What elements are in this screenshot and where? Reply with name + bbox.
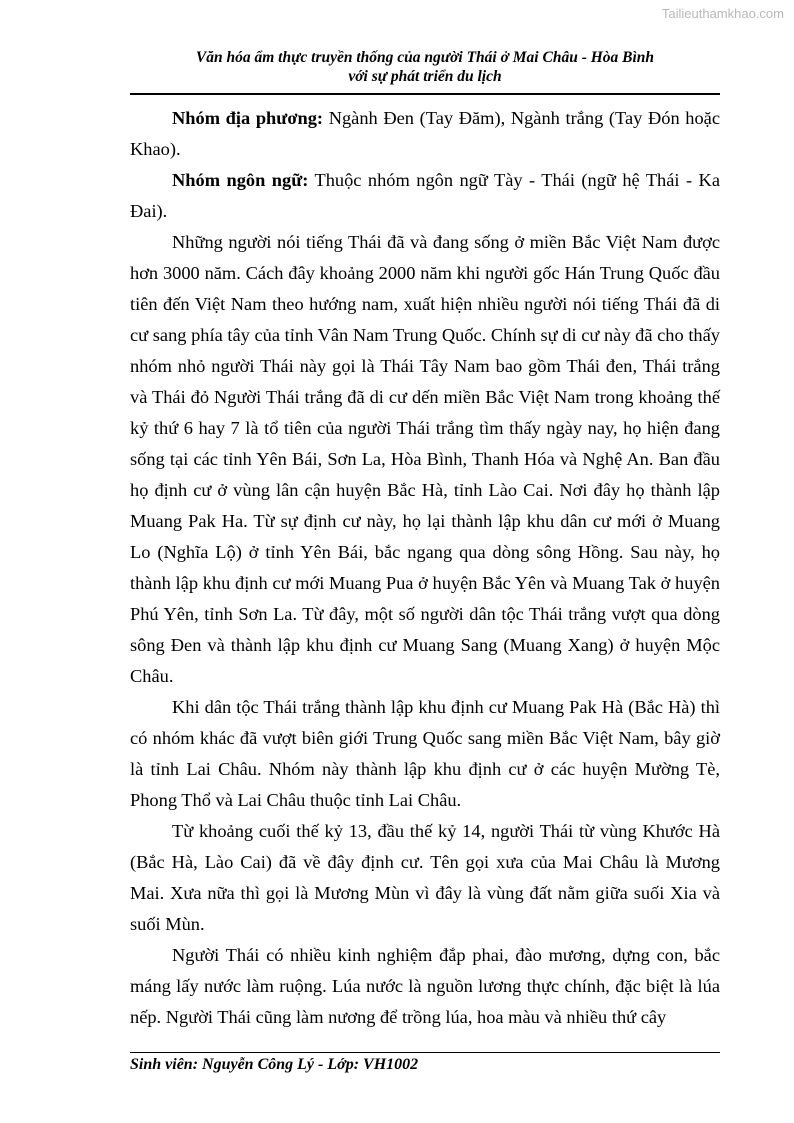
paragraph-agriculture: Người Thái có nhiều kinh nghiệm đắp phai, đào mương, dựng con, bắc máng lấy nước làm ruộng. Lúa nước là nguồn lương thực chính, đặc biệt là lúa nếp. Người Thái cũng làm nương để trồng lúa, hoa màu và nhiều thứ cây bbox=[130, 945, 720, 1027]
paragraph-migration-history: Những người nói tiếng Thái đã và đang sống ở miền Bắc Việt Nam được hơn 3000 năm. Cách đây khoảng 2000 năm khi người gốc Hán Trung Quốc đầu tiên đến Việt Nam theo hướng nam, xuất hiện nhiều người nói tiếng Thái đã di cư sang phía tây của tỉnh Vân Nam Trung Quốc. Chính sự di cư này đã cho thấy nhóm nhỏ người Thái này gọi là Thái Tây Nam bao gồm Thái đen, Thái trắng và Thái đỏ Người Thái trắng đã di cư dến miền Bắc Việt Nam trong khoảng thế kỷ thứ 6 hay 7 là tổ tiên của người Thái trắng tìm thấy ngày nay, họ hiện đang sống tại các tỉnh Yên Bái, Sơn La, Hòa Bình, Thanh Hóa và Nghệ An. Ban đầu họ định cư ở vùng lân cận huyện Bắc Hà, tỉnh Lào Cai. Nơi đây họ thành lập Muang Pak Ha. Từ sự định cư này, họ lại thành lập khu dân cư mới ở Muang Lo (Nghĩa Lộ) ở tỉnh Yên Bái, bắc ngang qua dòng sông Hồng. Sau này, họ thành lập khu định cư mới Muang Pua ở huyện Bắc Yên và Muang Tak ở huyện Phú Yên, tỉnh Sơn La. Từ đây, một số người dân tộc Thái trắng vượt qua dòng sông Đen và thành lập khu định cư Muang Sang (Muang Xang) ở huyện Mộc Châu. bbox=[130, 232, 720, 686]
header-divider bbox=[130, 93, 720, 95]
paragraph-label: Nhóm địa phương: bbox=[172, 108, 324, 128]
running-header bbox=[130, 48, 720, 86]
body-text bbox=[130, 103, 720, 1033]
paragraph-local-groups bbox=[130, 103, 720, 165]
header-title-line-1: Văn hóa ẩm thực truyền thống của người Thái ở Mai Châu - Hòa Bình bbox=[195, 49, 655, 66]
paragraph-text: Thuộc nhóm ngôn ngữ Tày - Thái (ngữ hệ Thái - Ka Đai). bbox=[130, 170, 720, 221]
footer-divider bbox=[130, 1052, 720, 1053]
paragraph-mai-chau-origin: Từ khoảng cuối thế kỷ 13, đầu thế kỷ 14, người Thái từ vùng Khước Hà (Bắc Hà, Lào Cai) đã về đây định cư. Tên gọi xưa của Mai Châu là Mương Mai. Xưa nữa thì gọi là Mương Mùn vì đây là vùng đất nằm giữa suối Xia và suối Mùn. bbox=[130, 821, 720, 934]
watermark: Tailieuthamkhao.com bbox=[661, 6, 784, 21]
header-title-line-2: với sự phát triển du lịch bbox=[348, 68, 502, 85]
paragraph-text: Ngành Đen (Tay Đăm), Ngành trắng (Tay Đón hoặc Khao). bbox=[130, 108, 720, 159]
paragraph-label: Nhóm ngôn ngữ: bbox=[172, 170, 309, 190]
paragraph-language-group bbox=[130, 165, 720, 227]
footer-student-info: Sinh viên: Nguyễn Công Lý - Lớp: VH1002 bbox=[130, 1056, 419, 1073]
paragraph-lai-chau-settlement: Khi dân tộc Thái trắng thành lập khu định cư Muang Pak Hà (Bắc Hà) thì có nhóm khác đã vượt biên giới Trung Quốc sang miền Bắc Việt Nam, bây giờ là tỉnh Lai Châu. Nhóm này thành lập khu định cư ở các huyện Mường Tè, Phong Thổ và Lai Châu thuộc tỉnh Lai Châu. bbox=[130, 697, 720, 810]
